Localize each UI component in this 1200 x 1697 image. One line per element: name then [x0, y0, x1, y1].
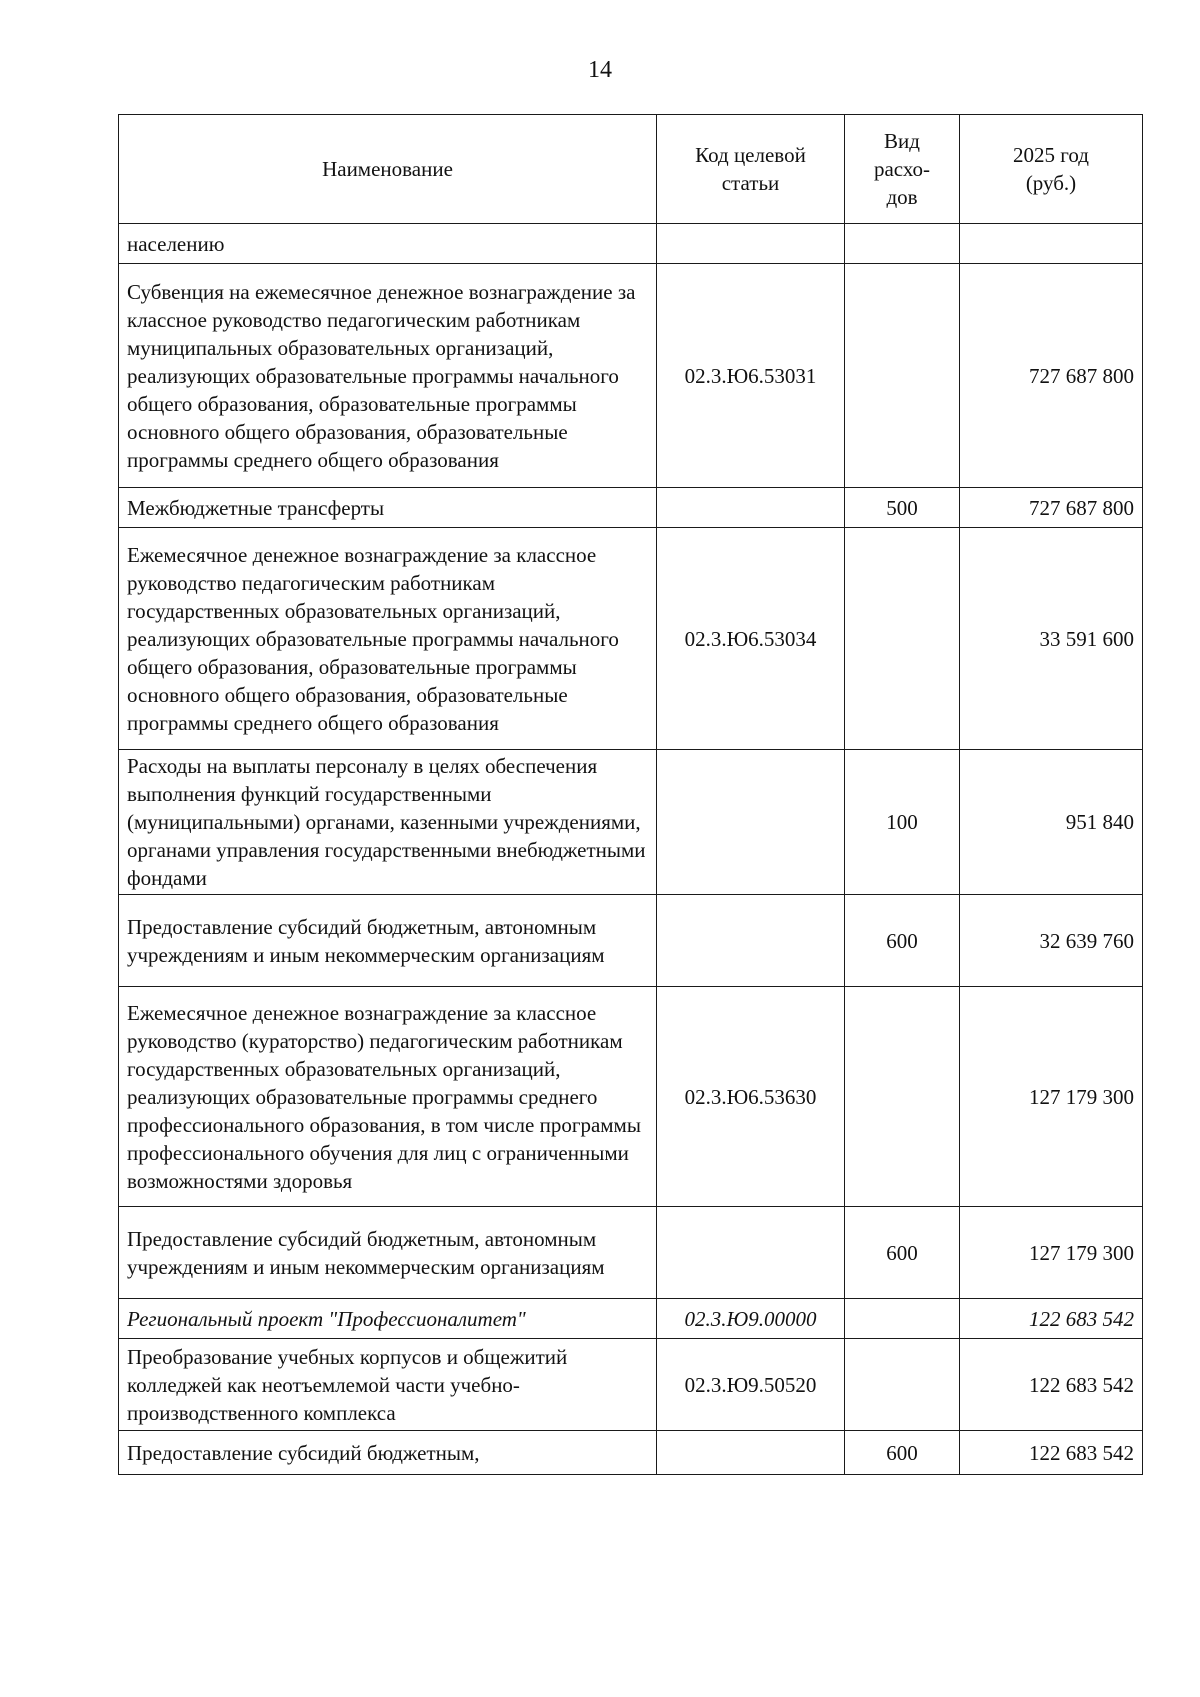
cell-type: [845, 224, 960, 264]
cell-code: 02.3.Ю6.53034: [657, 528, 845, 750]
cell-type: [845, 528, 960, 750]
cell-name: Ежемесячное денежное вознаграждение за классное руководство (кураторство) педагогическим работникам государственных образовательных организаций, реализующих образовательные программы среднего профессионального образования, в том числе программы профессионального обучения для лиц с ограниченными возможностями здоровья: [119, 987, 657, 1207]
table-row: [119, 528, 1143, 750]
header-amount-label: 2025 год (руб.): [1013, 143, 1089, 195]
table-row: [119, 488, 1143, 528]
cell-type: 500: [845, 488, 960, 528]
header-type: [845, 115, 960, 224]
table-body: [119, 224, 1143, 1475]
cell-name: Региональный проект "Профессионалитет": [119, 1299, 657, 1339]
table-row: [119, 1207, 1143, 1299]
page-number: 14: [588, 57, 612, 83]
cell-code: 02.3.Ю6.53031: [657, 264, 845, 488]
cell-name: Предоставление субсидий бюджетным, автономным учреждениям и иным некоммерческим организациям: [119, 1207, 657, 1299]
cell-type: 600: [845, 1207, 960, 1299]
cell-code: 02.3.Ю6.53630: [657, 987, 845, 1207]
cell-name: Межбюджетные трансферты: [119, 488, 657, 528]
cell-name: Субвенция на ежемесячное денежное вознаграждение за классное руководство педагогическим работникам муниципальных образовательных организаций, реализующих образовательные программы начального общего образования, образовательные программы основного общего образования, образовательные программы среднего общего образования: [119, 264, 657, 488]
cell-type: [845, 987, 960, 1207]
header-code: [657, 115, 845, 224]
cell-name: Ежемесячное денежное вознаграждение за классное руководство педагогическим работникам государственных образовательных организаций, реализующих образовательные программы начального общего образования, образовательные программы основного общего образования, образовательные программы среднего общего образования: [119, 528, 657, 750]
cell-amount: 122 683 542: [960, 1339, 1143, 1431]
cell-amount: 33 591 600: [960, 528, 1143, 750]
cell-type: 600: [845, 1431, 960, 1475]
cell-code: [657, 895, 845, 987]
cell-name: населению: [119, 224, 657, 264]
cell-type: [845, 1339, 960, 1431]
cell-amount: [960, 224, 1143, 264]
cell-type: [845, 264, 960, 488]
cell-code: [657, 1431, 845, 1475]
budget-table: [118, 114, 1143, 1475]
header-name: [119, 115, 657, 224]
cell-amount: 122 683 542: [960, 1431, 1143, 1475]
cell-name: Преобразование учебных корпусов и общежитий колледжей как неотъемлемой части учебно-производственного комплекса: [119, 1339, 657, 1431]
cell-name: Предоставление субсидий бюджетным, автономным учреждениям и иным некоммерческим организациям: [119, 895, 657, 987]
cell-code: [657, 224, 845, 264]
cell-amount: 32 639 760: [960, 895, 1143, 987]
table-row: [119, 264, 1143, 488]
cell-name: Предоставление субсидий бюджетным,: [119, 1431, 657, 1475]
cell-amount: 127 179 300: [960, 987, 1143, 1207]
cell-amount: 727 687 800: [960, 264, 1143, 488]
cell-type: [845, 1299, 960, 1339]
cell-code: [657, 750, 845, 895]
table-row: [119, 1299, 1143, 1339]
cell-name: Расходы на выплаты персоналу в целях обеспечения выполнения функций государственными (муниципальными) органами, казенными учреждениями, органами управления государственными внебюджетными фондами: [119, 750, 657, 895]
header-type-label: Вид расхо- дов: [873, 129, 931, 209]
header-name-label: Наименование: [322, 157, 453, 181]
table-row: [119, 895, 1143, 987]
table-row: [119, 750, 1143, 895]
cell-amount: 122 683 542: [960, 1299, 1143, 1339]
cell-amount: 727 687 800: [960, 488, 1143, 528]
table-row: [119, 987, 1143, 1207]
cell-code: 02.3.Ю9.50520: [657, 1339, 845, 1431]
table-header-row: [119, 115, 1143, 224]
header-amount: [960, 115, 1143, 224]
table-row: [119, 1431, 1143, 1475]
cell-type: 600: [845, 895, 960, 987]
cell-type: 100: [845, 750, 960, 895]
table-row: [119, 224, 1143, 264]
cell-code: [657, 488, 845, 528]
cell-code: [657, 1207, 845, 1299]
table-row: [119, 1339, 1143, 1431]
cell-amount: 127 179 300: [960, 1207, 1143, 1299]
cell-code: 02.3.Ю9.00000: [657, 1299, 845, 1339]
header-code-label: Код целевой статьи: [695, 143, 806, 195]
cell-amount: 951 840: [960, 750, 1143, 895]
